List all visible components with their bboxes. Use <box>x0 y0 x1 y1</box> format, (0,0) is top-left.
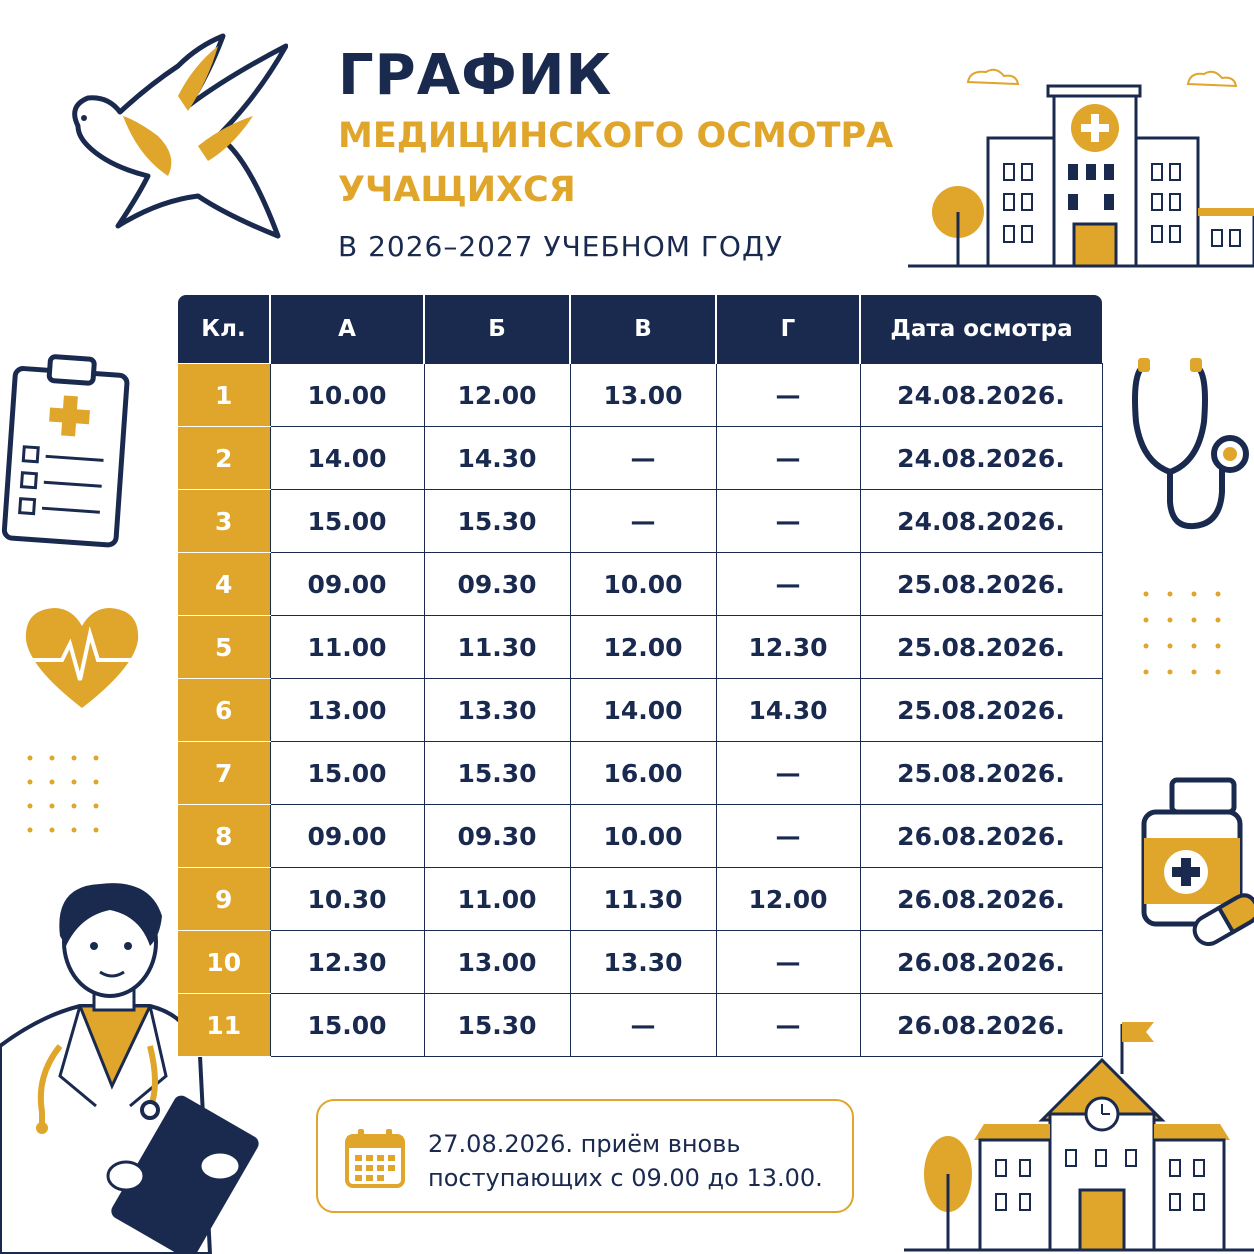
class-number: 1 <box>178 364 270 427</box>
date-cell: 24.08.2026. <box>860 427 1102 490</box>
dots-decoration-right <box>1140 588 1240 688</box>
class-number: 10 <box>178 931 270 994</box>
school-year: В 2026–2027 УЧЕБНОМ ГОДУ <box>338 230 783 263</box>
time-cell-b: 13.00 <box>424 931 570 994</box>
pill-bottle-icon <box>1134 776 1254 946</box>
time-cell-b: 15.30 <box>424 490 570 553</box>
dove-icon <box>48 26 288 256</box>
title-block <box>338 44 893 263</box>
time-cell-b: 12.00 <box>424 364 570 427</box>
time-cell-b: 15.30 <box>424 994 570 1057</box>
time-cell-g: — <box>716 994 860 1057</box>
table-row <box>178 742 1102 805</box>
header-v: В <box>570 295 716 364</box>
time-cell-a: 09.00 <box>270 805 424 868</box>
date-cell: 25.08.2026. <box>860 679 1102 742</box>
page-title: ГРАФИК <box>338 43 613 108</box>
header-g: Г <box>716 295 860 364</box>
time-cell-a: 09.00 <box>270 553 424 616</box>
time-cell-v: 11.30 <box>570 868 716 931</box>
table-row <box>178 994 1102 1057</box>
time-cell-b: 09.30 <box>424 553 570 616</box>
time-cell-a: 15.00 <box>270 742 424 805</box>
admission-note <box>316 1099 854 1213</box>
table-row <box>178 868 1102 931</box>
dots-decoration-left <box>24 752 114 842</box>
time-cell-b: 11.30 <box>424 616 570 679</box>
hospital-icon <box>908 62 1254 272</box>
table-row <box>178 931 1102 994</box>
stethoscope-icon <box>1130 352 1254 536</box>
date-cell: 25.08.2026. <box>860 742 1102 805</box>
time-cell-v: 14.00 <box>570 679 716 742</box>
time-cell-v: 16.00 <box>570 742 716 805</box>
date-cell: 26.08.2026. <box>860 805 1102 868</box>
date-cell: 25.08.2026. <box>860 616 1102 679</box>
date-cell: 24.08.2026. <box>860 364 1102 427</box>
time-cell-a: 10.00 <box>270 364 424 427</box>
time-cell-g: 14.30 <box>716 679 860 742</box>
time-cell-v: — <box>570 994 716 1057</box>
date-cell: 25.08.2026. <box>860 553 1102 616</box>
time-cell-b: 13.30 <box>424 679 570 742</box>
class-number: 3 <box>178 490 270 553</box>
note-line-1: 27.08.2026. приём вновь <box>428 1130 741 1158</box>
subtitle-line-2: УЧАЩИХСЯ <box>338 170 576 210</box>
time-cell-v: — <box>570 427 716 490</box>
time-cell-v: 13.30 <box>570 931 716 994</box>
time-cell-b: 11.00 <box>424 868 570 931</box>
class-number: 6 <box>178 679 270 742</box>
time-cell-v: 12.00 <box>570 616 716 679</box>
time-cell-a: 12.30 <box>270 931 424 994</box>
class-number: 7 <box>178 742 270 805</box>
time-cell-v: 13.00 <box>570 364 716 427</box>
table-row <box>178 679 1102 742</box>
time-cell-g: — <box>716 805 860 868</box>
table-row <box>178 553 1102 616</box>
table-row <box>178 427 1102 490</box>
time-cell-g: — <box>716 931 860 994</box>
time-cell-g: — <box>716 553 860 616</box>
date-cell: 24.08.2026. <box>860 490 1102 553</box>
time-cell-b: 09.30 <box>424 805 570 868</box>
subtitle-line-1: МЕДИЦИНСКОГО ОСМОТРА <box>338 116 894 156</box>
date-cell: 26.08.2026. <box>860 994 1102 1057</box>
header-b: Б <box>424 295 570 364</box>
time-cell-v: 10.00 <box>570 805 716 868</box>
time-cell-g: — <box>716 364 860 427</box>
time-cell-g: — <box>716 490 860 553</box>
header-date: Дата осмотра <box>860 295 1102 364</box>
calendar-icon <box>344 1127 406 1189</box>
header-a: А <box>270 295 424 364</box>
class-number: 9 <box>178 868 270 931</box>
heart-pulse-icon <box>22 604 142 712</box>
time-cell-a: 15.00 <box>270 994 424 1057</box>
class-number: 4 <box>178 553 270 616</box>
time-cell-v: — <box>570 490 716 553</box>
schedule-table <box>178 295 1103 1057</box>
time-cell-a: 13.00 <box>270 679 424 742</box>
time-cell-g: — <box>716 742 860 805</box>
class-number: 2 <box>178 427 270 490</box>
class-number: 8 <box>178 805 270 868</box>
class-number: 5 <box>178 616 270 679</box>
date-cell: 26.08.2026. <box>860 868 1102 931</box>
time-cell-a: 14.00 <box>270 427 424 490</box>
date-cell: 26.08.2026. <box>860 931 1102 994</box>
table-row <box>178 490 1102 553</box>
time-cell-g: 12.00 <box>716 868 860 931</box>
time-cell-b: 14.30 <box>424 427 570 490</box>
time-cell-a: 11.00 <box>270 616 424 679</box>
time-cell-b: 15.30 <box>424 742 570 805</box>
header-class: Кл. <box>178 295 270 364</box>
time-cell-a: 15.00 <box>270 490 424 553</box>
table-row <box>178 364 1102 427</box>
table-row <box>178 616 1102 679</box>
clipboard-icon <box>0 352 140 552</box>
note-text <box>428 1127 848 1195</box>
class-number: 11 <box>178 994 270 1057</box>
table-row <box>178 805 1102 868</box>
time-cell-g: — <box>716 427 860 490</box>
note-line-2: поступающих с 09.00 до 13.00. <box>428 1164 823 1192</box>
time-cell-g: 12.30 <box>716 616 860 679</box>
table-header-row <box>178 295 1102 364</box>
time-cell-v: 10.00 <box>570 553 716 616</box>
time-cell-a: 10.30 <box>270 868 424 931</box>
